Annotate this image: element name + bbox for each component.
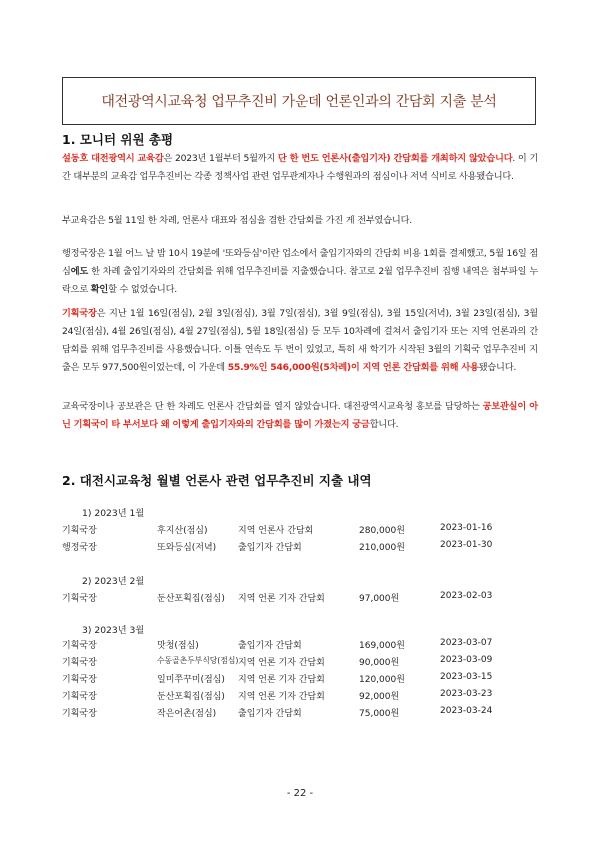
p4-text-1: 은 지난 1월 16일(점심), 2월 3일(점심), 3월 7일(점심), 3월 9일(점심), 3월 15일(저녁), 3월 23일(점심), 3월 24일(점심), 4월 26일(점심), 4월 27일(점심), 5월 18일(점심) 등 모두 10차례에 걸쳐서 출입기자 또는 지역 언론과의 간담회를 위해 업무추진비를 사용했습니다. 이틀 연속도 두 번이 있었고, 특히 새 학기가 시작된 3월의 기획국 업무추진비 지출은 모두 977,500원이었는데, 이 가운데	[62, 308, 538, 373]
table-row	[0, 672, 600, 689]
cell-who: 행정국장	[62, 543, 97, 553]
paragraph-1	[62, 150, 538, 186]
page-number: - 22 -	[286, 788, 314, 799]
cell-place: 작은어촌(점심)	[157, 709, 217, 719]
p5-highlight-question: 공보관실이 아닌 기획국이 타 부서보다 왜 이렇게 출입기자와의 간담회를 많이 가졌는지 궁금	[62, 401, 538, 430]
cell-who: 기획국장	[62, 709, 97, 719]
cell-place: 후지산(점심)	[157, 526, 208, 536]
p3-bold-2: 확인	[90, 284, 109, 295]
cell-who: 기획국장	[62, 692, 97, 702]
cell-purpose: 출입기자 간담회	[238, 709, 302, 719]
cell-who: 기획국장	[62, 641, 97, 651]
cell-place: 수동골촌두부식당(점심)	[157, 656, 239, 665]
cell-who: 기획국장	[62, 526, 97, 536]
cell-date: 2023-01-30	[440, 540, 493, 550]
cell-purpose: 출입기자 간담회	[238, 543, 302, 553]
paragraph-3	[62, 245, 538, 299]
p3-text-1: 행정국장은 1월 어느 날 밤 10시 19분에 '또와등심'이란 업소에서 출입기자와의 간담회 비용 1회를 결제했고, 5월 16일 점심	[62, 248, 538, 277]
cell-place: 일미쭈꾸미(점심)	[157, 675, 225, 685]
table-row	[0, 689, 600, 706]
cell-amount: 90,000원	[359, 658, 400, 668]
p1-highlight-name: 설동호 대전광역시 교육감	[62, 153, 164, 164]
paragraph-2: 부교육감은 5월 11일 한 차례, 언론사 대표와 점심을 겸한 간담회를 가진 게 전부였습니다.	[62, 215, 412, 226]
paragraph-5	[62, 398, 538, 434]
title-box	[62, 77, 536, 125]
p1-text-2: . 이 기간 대부분의 교육감 업무추진비는 각종 정책사업 관련 업무관계자나 수행원과의 점심이나 저녁 식비로 사용됐습니다.	[62, 153, 539, 182]
table-row	[0, 706, 600, 723]
table-row	[0, 638, 600, 655]
p3-text-3: 할 수 없었습니다.	[108, 284, 177, 295]
cell-amount: 92,000원	[359, 692, 400, 702]
p5-text-1: 교육국장이나 공보관은 단 한 차례도 언론사 간담회를 열지 않았습니다. 대전광역시교육청 홍보를 담당하는	[62, 401, 483, 412]
cell-who: 기획국장	[62, 594, 97, 604]
table-row	[0, 523, 600, 540]
cell-who: 기획국장	[62, 675, 97, 685]
cell-amount: 210,000원	[359, 543, 405, 553]
p1-text-1: 은 2023년 1월부터 5월까지	[163, 153, 278, 164]
cell-purpose: 지역 언론 기자 간담회	[238, 692, 325, 702]
cell-amount: 120,000원	[359, 675, 405, 685]
p3-text-2: 한 차례 출입기자와의 간담회를 위해 업무추진비를 지출했습니다. 참고로 2월 업무추진비 집행 내역은 첨부파일 누락으로	[62, 266, 538, 295]
cell-who: 기획국장	[62, 658, 97, 668]
table-row	[0, 655, 600, 672]
table-row	[0, 591, 600, 608]
p5-text-2: 합니다.	[369, 419, 399, 430]
cell-purpose: 출입기자 간담회	[238, 641, 302, 651]
month-label-feb: 2) 2023년 2월	[82, 576, 145, 587]
cell-amount: 75,000원	[359, 709, 400, 719]
cell-date: 2023-03-15	[440, 672, 493, 682]
cell-amount: 280,000원	[359, 526, 405, 536]
cell-date: 2023-03-24	[440, 706, 493, 716]
table-row	[0, 540, 600, 557]
month-label-mar: 3) 2023년 3월	[82, 625, 145, 636]
cell-date: 2023-03-09	[440, 655, 493, 665]
document-title: 대전광역시교육청 업무추진비 가운데 언론인과의 간담회 지출 분석	[101, 94, 497, 110]
cell-place: 둔산포획집(점심)	[157, 594, 225, 604]
p4-text-2: 됐습니다.	[478, 362, 517, 373]
cell-place: 또와등심(저녁)	[157, 543, 217, 553]
cell-purpose: 지역 언론 기자 간담회	[238, 594, 325, 604]
p3-bold-1: 에도	[70, 266, 89, 277]
cell-purpose: 지역 언론 기자 간담회	[238, 675, 325, 685]
section2-heading: 2. 대전시교육청 월별 언론사 관련 업무추진비 지출 내역	[62, 473, 372, 488]
month-label-jan: 1) 2023년 1월	[82, 508, 145, 519]
paragraph-4	[62, 305, 538, 377]
cell-amount: 97,000원	[359, 594, 400, 604]
cell-purpose: 지역 언론사 간담회	[238, 526, 314, 536]
cell-purpose: 지역 언론 기자 간담회	[238, 658, 325, 668]
cell-date: 2023-02-03	[440, 591, 493, 601]
cell-date: 2023-03-07	[440, 638, 493, 648]
cell-date: 2023-03-23	[440, 689, 493, 699]
p4-highlight-stat: 55.9%인 546,000원(5차례)이 지역 언론 간담회를 위해 사용	[227, 362, 479, 373]
p4-highlight-name: 기획국장	[62, 308, 97, 319]
cell-place: 맛청(점심)	[157, 641, 199, 651]
cell-date: 2023-01-16	[440, 523, 493, 533]
cell-amount: 169,000원	[359, 641, 405, 651]
p1-highlight-claim: 단 한 번도 언론사(출입기자) 간담회를 개최하지 않았습니다	[277, 153, 513, 164]
section1-heading: 1. 모니터 위원 총평	[62, 132, 174, 147]
cell-place: 둔산포획집(점심)	[157, 692, 225, 702]
